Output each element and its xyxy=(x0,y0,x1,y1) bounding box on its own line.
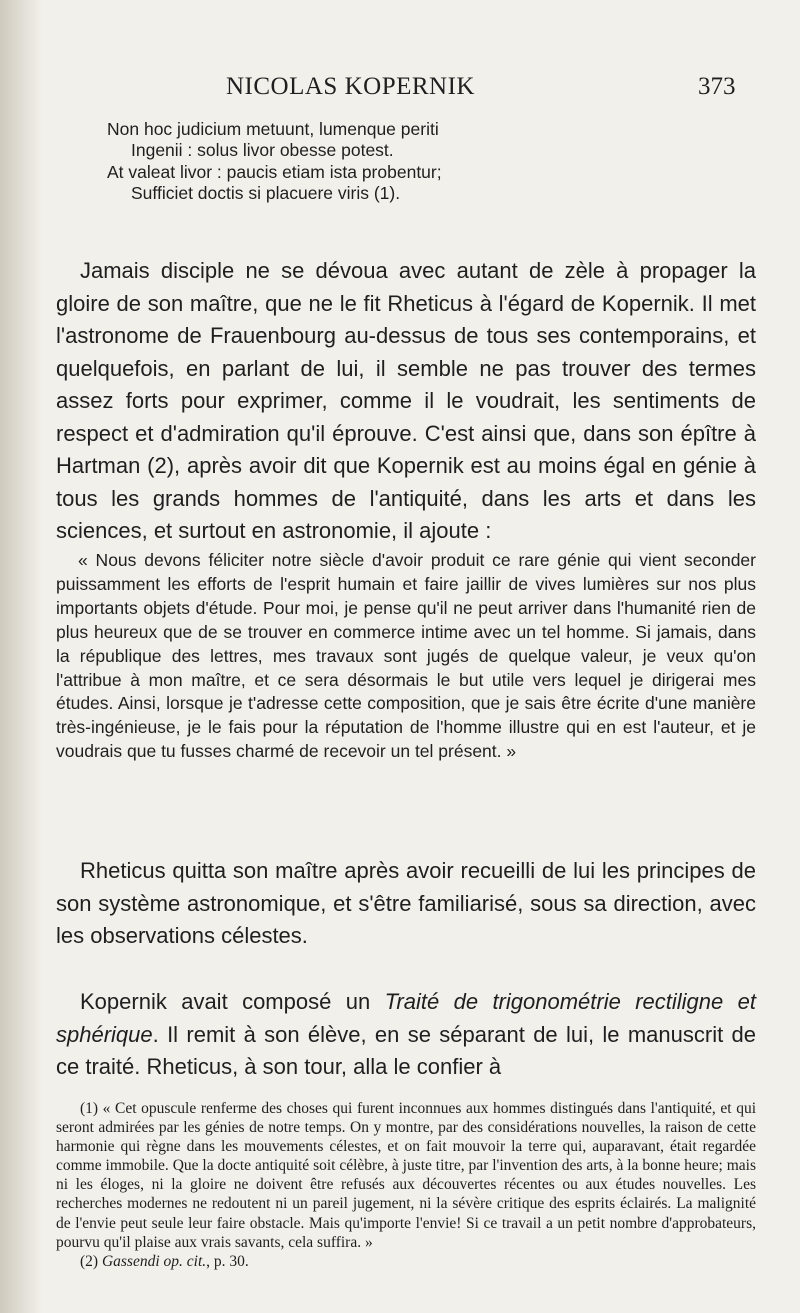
footnote-2 xyxy=(56,1252,756,1271)
paragraph-text: Rheticus quitta son maître après avoir recueilli de lui les principes de son système astronomique, et s'être familiarisé, sous sa direction, avec les observations célestes. xyxy=(56,858,756,948)
page-number: 373 xyxy=(698,73,736,100)
footnote-1: (1) « Cet opuscule renferme des choses qui furent inconnues aux hommes distingués dans l'antiquité, et qui seront admirées par les génies de notre temps. On y montre, par des considérations nouvelles, la raison de cette harmonie qui règne dans les mouvements célestes, et on fait mouvoir la terre qui, auparavant, était regardée comme immobile. Que la docte antiquité soit célèbre, à juste titre, par l'invention des arts, à la bonne heure; mais ni les éloges, ni la gloire ne doivent être refusés aux découvertes récentes ou aux études nouvelles. Les recherches modernes ne redoutent ni un pareil jugement, ni la sévère critique des esprits éclairés. La malignité de l'envie peut seule leur faire obstacle. Mais qu'importe l'envie! Si ce travail a un petit nombre d'approbateurs, pourvu qu'il plaise aux vrais savants, cela suffira. » xyxy=(56,1100,756,1251)
treatise-title: Traité de trigonométrie rectiligne et sphérique xyxy=(56,989,756,1047)
body-paragraph-2 xyxy=(56,855,756,953)
verse-line: Ingenii : solus livor obesse potest. xyxy=(131,140,394,161)
verse-line: Non hoc judicium metuunt, lumenque periti xyxy=(107,119,439,139)
footnote-source: Gassendi op. cit. xyxy=(101,1252,207,1270)
quotation-block xyxy=(56,549,756,764)
verse-line: At valeat livor : paucis etiam ista probentur; xyxy=(107,161,442,182)
quotation-text: « Nous devons féliciter notre siècle d'avoir produit ce rare génie qui vient seconder puissamment les efforts de l'esprit humain et faire jaillir de vives lumières sur nos plus importants objets d'étude. Pour moi, je pense qu'il ne peut arriver dans l'humanité rien de plus heureux que de se trouver en commerce intime avec un tel homme. Si jamais, dans la république des lettres, mes travaux sont jugés de quelque valeur, je veux qu'on l'attribue à mon maître, et ce sera désormais le but utile vers lequel je dirigerai mes études. Ainsi, lorsque je t'adresse cette composition, que je sais être écrite d'une manière très-ingénieuse, je le fais pour la réputation de l'homme illustre qui en est l'auteur, et je voudrais que tu fusses charmé de recevoir un tel présent. » xyxy=(56,550,756,762)
footnote-mark: (2) xyxy=(80,1252,102,1270)
running-title: NICOLAS KOPERNIK xyxy=(226,73,475,100)
paragraph-text xyxy=(56,986,756,1084)
body-paragraph-1 xyxy=(56,255,756,548)
body-paragraph-3 xyxy=(56,986,756,1084)
page-gutter-shadow xyxy=(0,0,42,1313)
latin-verse xyxy=(107,119,667,204)
page-header xyxy=(0,73,800,109)
footnotes xyxy=(56,1099,756,1271)
paragraph-text-end: . Il remit à son élève, en se séparant de lui, le manuscrit de ce traité. Rheticus, à son tour, alla le confier à xyxy=(56,1021,756,1079)
paragraph-text: Jamais disciple ne se dévoua avec autant de zèle à propager la gloire de son maître, que ne le fit Rheticus à l'égard de Kopernik. Il met l'astronome de Frauenbourg au-dessus de tous ses contemporains, et quelquefois, en parlant de lui, il semble ne pas trouver des termes assez forts pour exprimer, comme il le voudrait, les sentiments de respect et d'admiration qu'il éprouve. C'est ainsi que, dans son épître à Hartman (2), après avoir dit que Kopernik est au moins égal en génie à tous les grands hommes de l'antiquité, dans les arts et dans les sciences, et surtout en astronomie, il ajoute : xyxy=(56,258,756,543)
footnote-page: , p. 30. xyxy=(206,1252,249,1270)
verse-line: Sufficiet doctis si placuere viris (1). xyxy=(131,182,401,203)
paragraph-text-start: Kopernik avait composé un xyxy=(80,989,385,1014)
